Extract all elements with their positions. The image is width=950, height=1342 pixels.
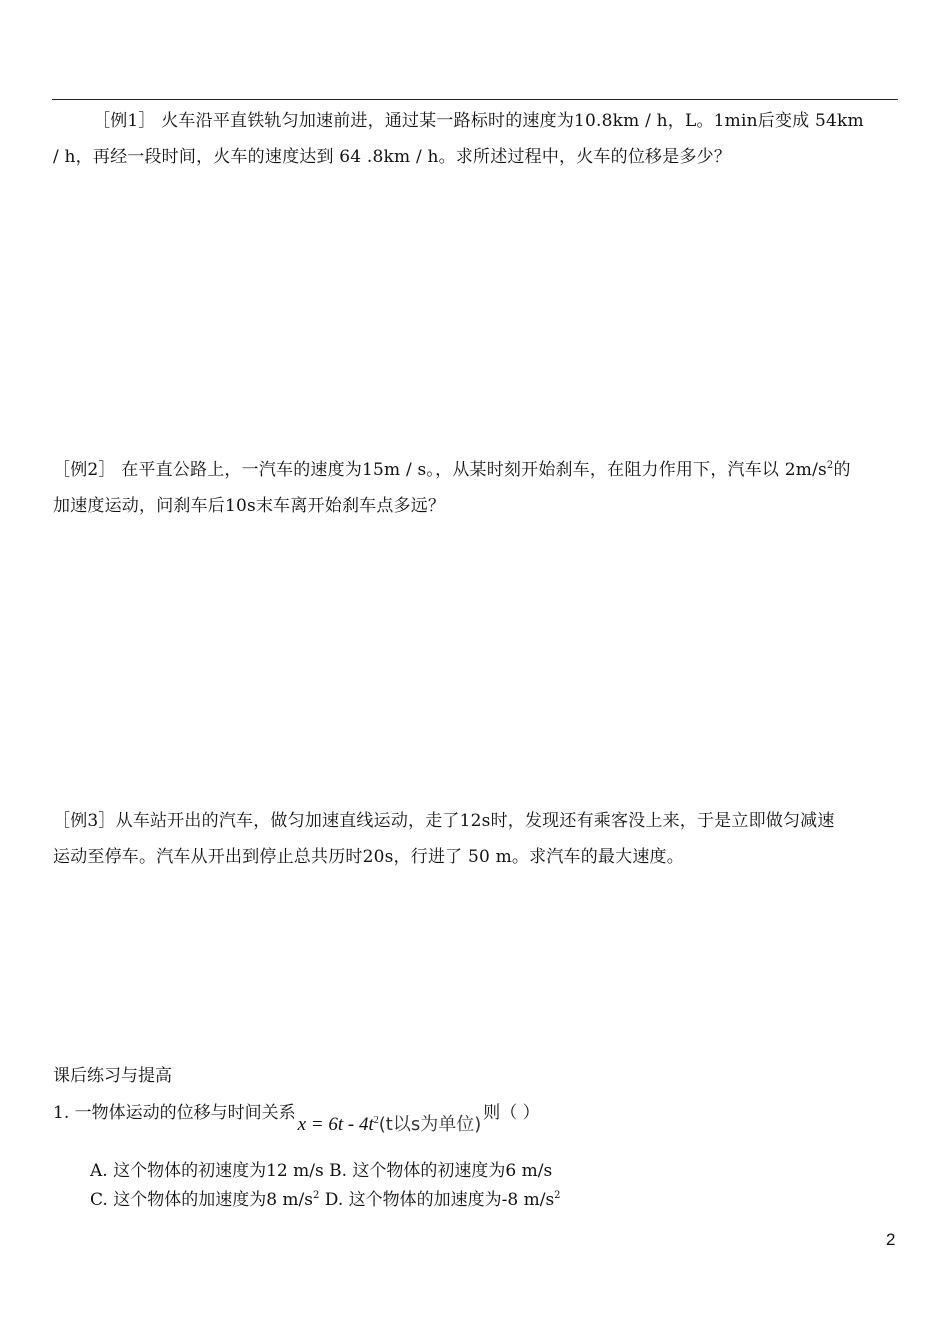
- question-1-stem-end: 则（ ）: [483, 1103, 540, 1123]
- example-2: [53, 452, 901, 524]
- option-a: A. 这个物体的初速度为12 m/s: [90, 1161, 324, 1181]
- page-number: 2: [886, 1230, 896, 1249]
- formula-unit-note: (t以s为单位): [378, 1114, 482, 1135]
- example-3: [53, 803, 901, 875]
- example-3-line-1: ［例3］从车站开出的汽车，做匀加速直线运动，走了12s时，发现还有乘客没上来，于是立即做匀减速: [53, 811, 835, 831]
- formula-exponent: 2: [373, 1115, 379, 1126]
- question-1-stem: 1. 一物体运动的位移与时间关系: [53, 1103, 296, 1123]
- formula-main: x = 6t - 4t: [297, 1114, 374, 1135]
- question-1: [53, 1100, 540, 1135]
- section-title: 课后练习与提高: [53, 1066, 172, 1086]
- option-c: [90, 1190, 319, 1210]
- example-2-line-1-end: 的: [833, 460, 851, 480]
- example-3-line-2: 运动至停车。汽车从开出到停止总共历时20s，行进了 50 m。求汽车的最大速度。: [53, 847, 684, 867]
- question-1-formula: [298, 1112, 482, 1138]
- option-d: [325, 1190, 561, 1210]
- example-1: [53, 103, 901, 175]
- superscript: 2: [313, 1190, 320, 1201]
- example-2-line-1-text: ［例2］ 在平直公路上，一汽车的速度为15m / s。，从某时刻开始刹车，在阻力作用下，汽车以 2m/s: [53, 460, 827, 480]
- option-b: B. 这个物体的初速度为6 m/s: [329, 1161, 553, 1181]
- options-row-1: [90, 1158, 552, 1184]
- example-2-line-2: 加速度运动，问刹车后10s末车离开始刹车点多远？: [53, 496, 446, 516]
- example-1-line-1: ［例1］ 火车沿平直铁轨匀加速前进，通过某一路标时的速度为10.8km / h，L。1min后变成 54km: [93, 111, 864, 131]
- example-1-line-2: / h，再经一段时间，火车的速度达到 64 .8km / h。求所述过程中，火车的位移是多少？: [53, 147, 732, 167]
- option-c-text: C. 这个物体的加速度为8 m/s: [90, 1190, 314, 1210]
- example-2-line-1: [53, 452, 901, 488]
- superscript: 2: [826, 460, 834, 471]
- option-d-text: D. 这个物体的加速度为-8 m/s: [324, 1190, 555, 1210]
- options-row-2: [90, 1187, 561, 1213]
- superscript: 2: [554, 1190, 561, 1201]
- header-rule: [52, 99, 898, 100]
